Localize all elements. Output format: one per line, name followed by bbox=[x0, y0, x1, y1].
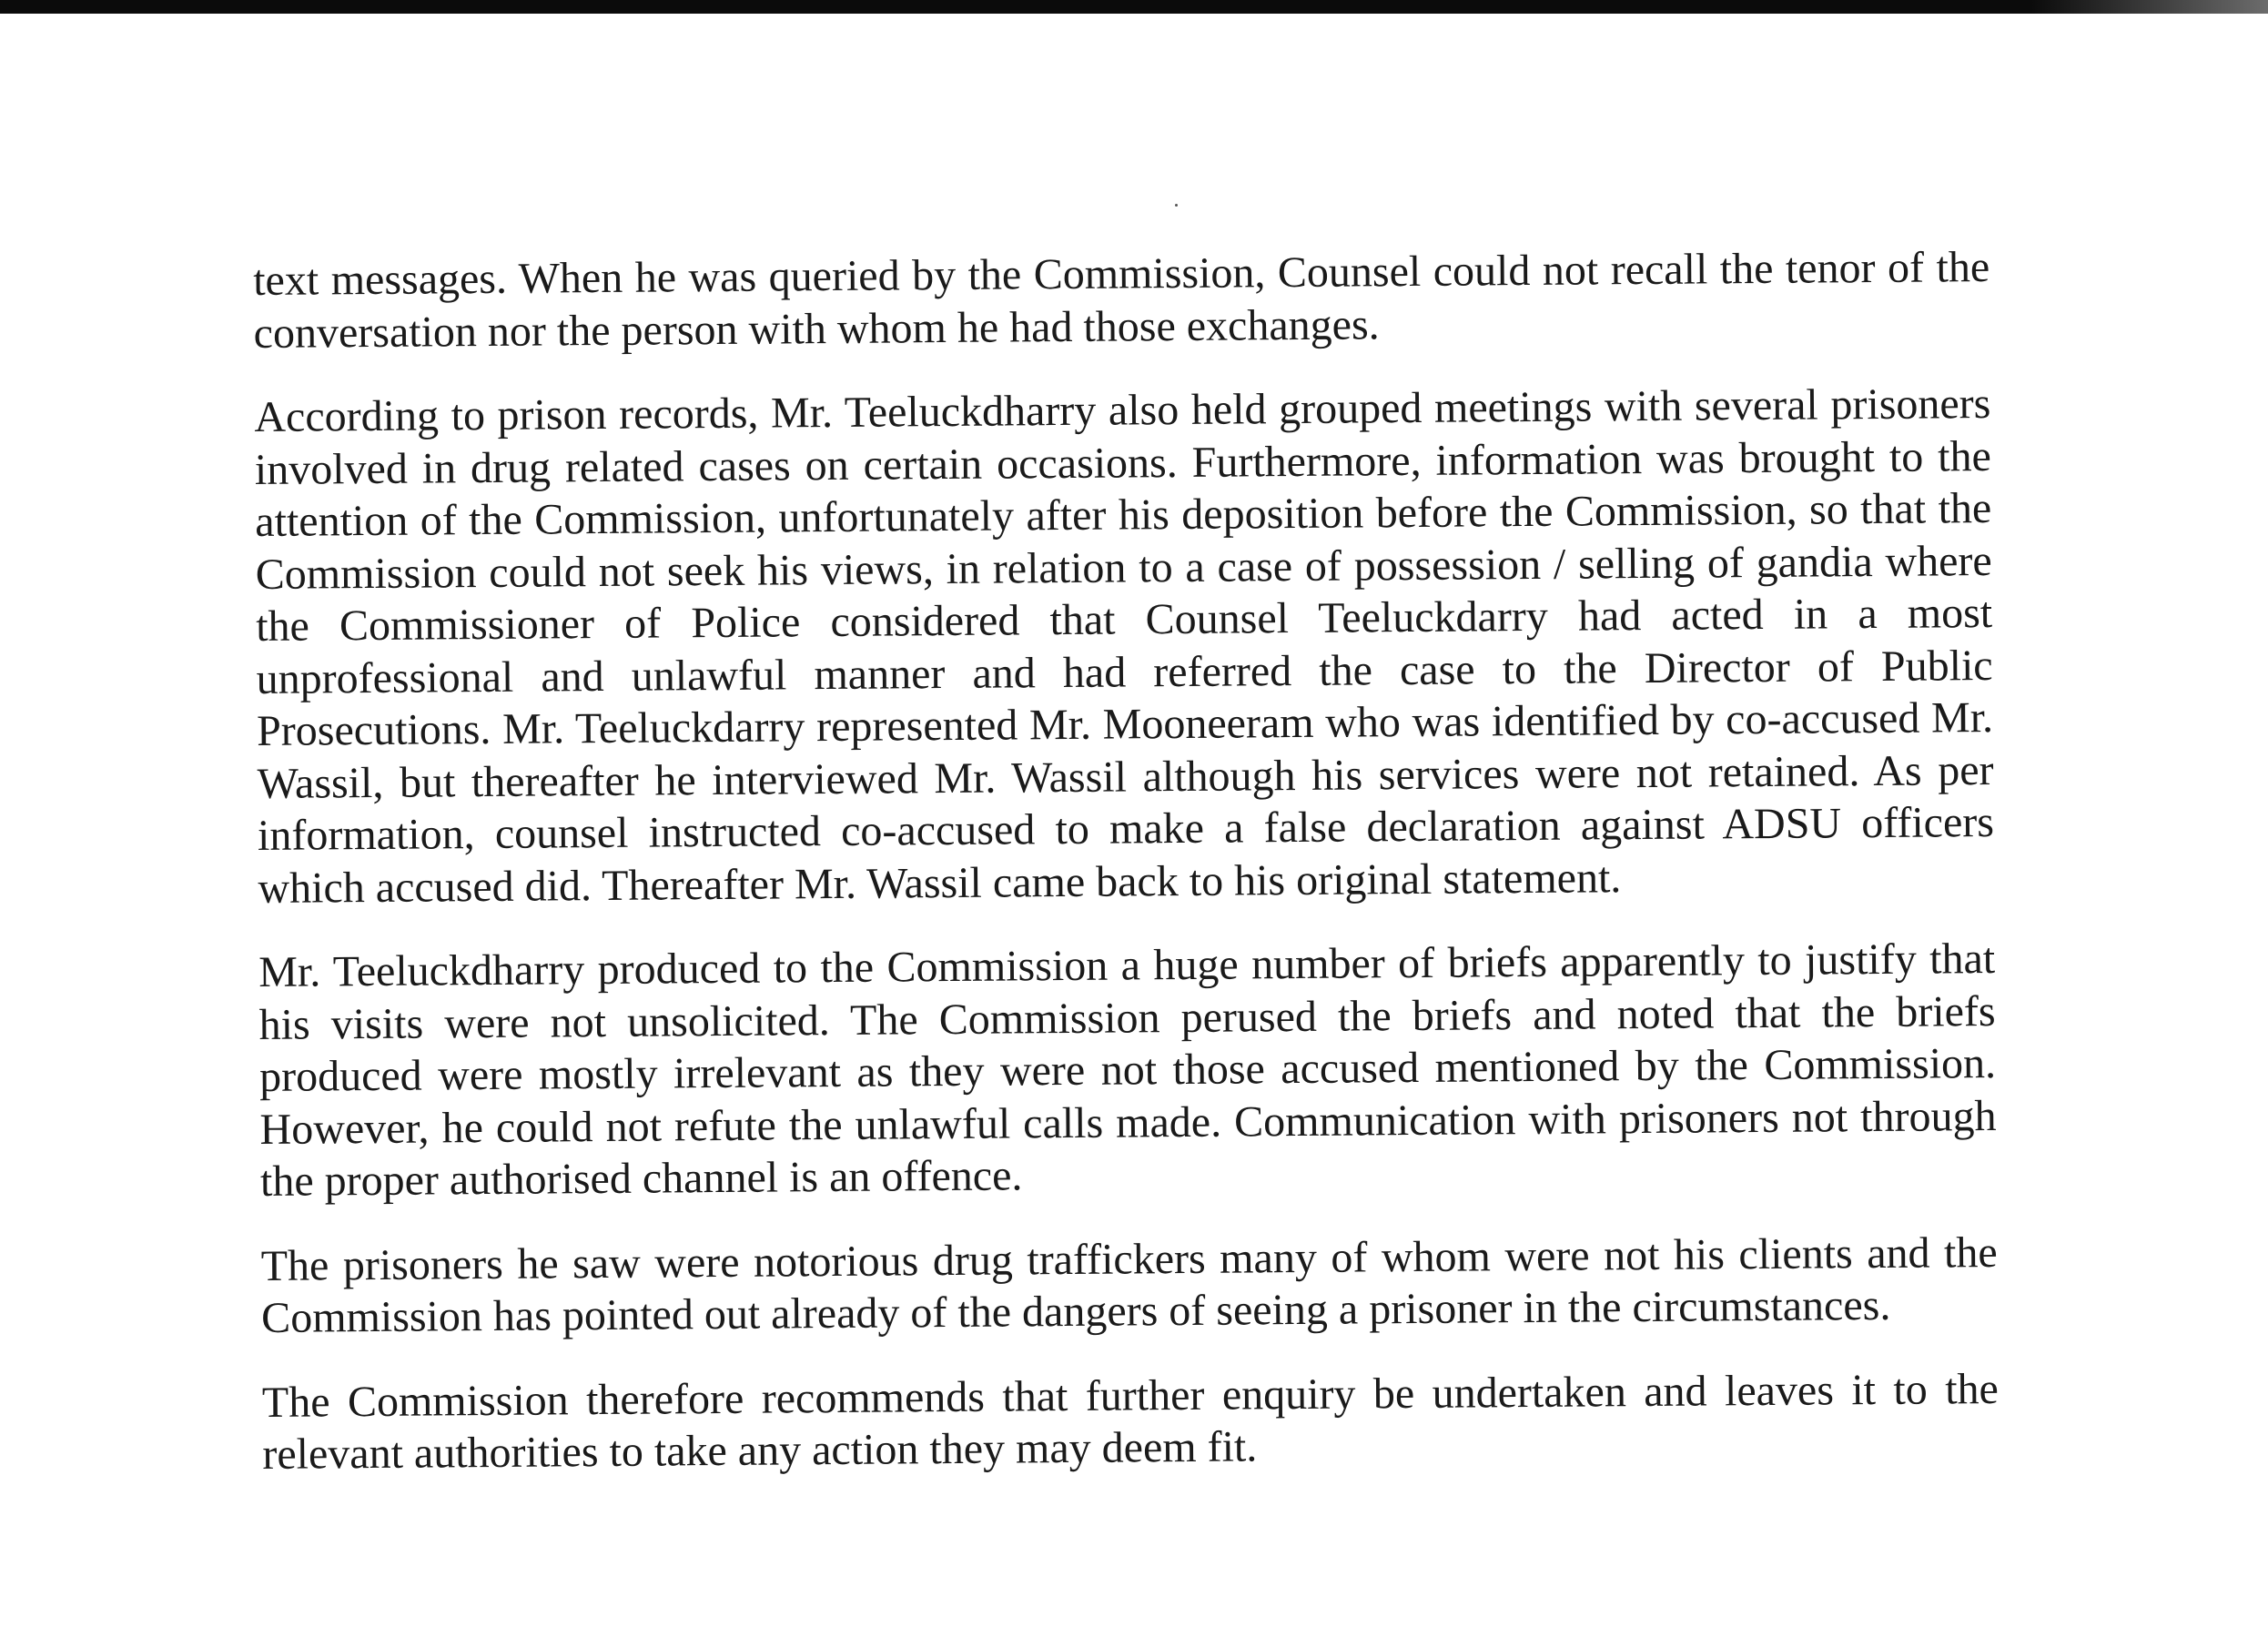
document-body bbox=[253, 241, 2000, 1512]
paragraph-prisoners: The prisoners he saw were notorious drug traffickers many of whom were not his clients and the Commission has pointed out already of the dangers of seeing a prisoner in the circumstances. bbox=[260, 1228, 1998, 1342]
scan-border-top bbox=[0, 0, 2268, 14]
scan-border-fade bbox=[2031, 0, 2268, 14]
paragraph-prison-records: According to prison records, Mr. Teeluckdharry also held grouped meetings with several prisoners involved in drug related cases on certain occasions. Furthermore, information was brought to the attention of the Commission, unfortunately after his deposition before the Commission, so that the Commission could not seek his views, in relation to a case of possession / selling of gandia where the Commissioner of Police considered that Counsel Teeluckdarry had acted in a most unprofessional and unlawful manner and had referred the case to the Director of Public Prosecutions. Mr. Teeluckdarry represented Mr. Mooneeram who was identified by co-accused Mr. Wassil, but thereafter he interviewed Mr. Wassil although his services were not retained. As per information, counsel instructed co-accused to make a false declaration against ADSU officers which accused did. Thereafter Mr. Wassil came back to his original statement. bbox=[254, 379, 1995, 913]
scan-speck bbox=[1175, 204, 1178, 207]
paragraph-recommendation: The Commission therefore recommends that further enquiry be undertaken and leaves it to the relevant authorities to take any action they may deem fit. bbox=[261, 1364, 2000, 1479]
paragraph-text-messages: text messages. When he was queried by the Commission, Counsel could not recall the tenor of the conversation nor the person with whom he had those exchanges. bbox=[253, 243, 1990, 358]
paragraph-briefs: Mr. Teeluckdharry produced to the Commission a huge number of briefs apparently to justify that his visits were not unsolicited. The Commission perused the briefs and noted that the briefs produced were mostly irrelevant as they were not those accused mentioned by the Commission. However, he could not refute the unlawful calls made. Communication with prisoners not through the proper authorised channel is an offence. bbox=[258, 934, 1997, 1206]
